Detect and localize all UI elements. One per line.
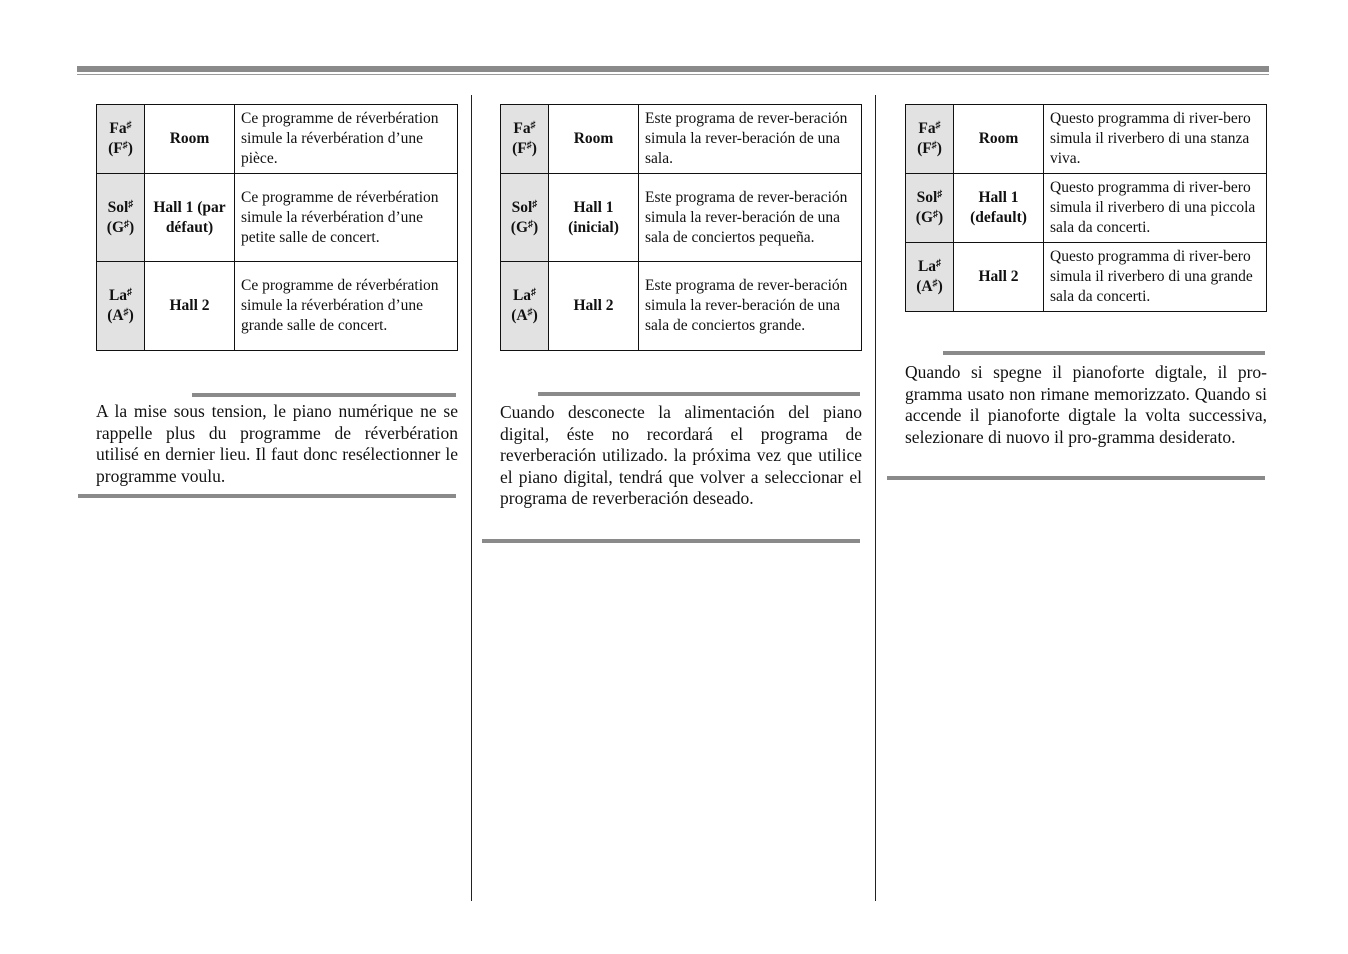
program-description: Ce programme de réverbération simule la réverbération d’une grande salle de concert. bbox=[235, 262, 458, 351]
table-row bbox=[501, 174, 862, 262]
key-cell: Fa♯ (F♯) bbox=[97, 105, 145, 174]
note-rule-bottom bbox=[887, 476, 1265, 480]
column-spanish bbox=[500, 104, 862, 351]
program-name: Room bbox=[549, 105, 639, 174]
program-description: Ce programme de réverbération simule la réverbération d’une petite salle de concert. bbox=[235, 174, 458, 262]
key-cell: Sol♯ (G♯) bbox=[97, 174, 145, 262]
key-cell: Sol♯ (G♯) bbox=[501, 174, 549, 262]
column-divider bbox=[875, 95, 876, 901]
program-name: Hall 1 (inicial) bbox=[549, 174, 639, 262]
table-row bbox=[97, 262, 458, 351]
program-name: Room bbox=[145, 105, 235, 174]
note-rule-top bbox=[943, 351, 1265, 355]
key-cell: La♯ (A♯) bbox=[906, 243, 954, 312]
program-name: Hall 2 bbox=[954, 243, 1044, 312]
note-rule-top bbox=[538, 392, 860, 396]
program-description: Ce programme de réverbération simule la réverbération d’une pièce. bbox=[235, 105, 458, 174]
memory-note: A la mise sous tension, le piano numérique ne se rappelle plus du programme de réverbération utilisé en dernier lieu. Il faut donc resélectionner le programme voulu. bbox=[96, 401, 458, 486]
column-french bbox=[96, 104, 458, 351]
memory-note: Cuando desconecte la alimentación del piano digital, éste no recordará el programa de reverberación utilizado. la próxima vez que utilice el piano digital, tendrá que volver a seleccionar el programa de reverberación deseado. bbox=[500, 402, 862, 508]
program-description: Este programa de rever-beración simula la rever-beración de una sala. bbox=[639, 105, 862, 174]
table-row bbox=[501, 262, 862, 351]
column-divider bbox=[471, 95, 472, 901]
program-description: Questo programma di river-bero simula il riverbero di una stanza viva. bbox=[1044, 105, 1267, 174]
reverb-table bbox=[500, 104, 862, 351]
reverb-table bbox=[905, 104, 1267, 312]
program-name: Hall 1 (par défaut) bbox=[145, 174, 235, 262]
table-row bbox=[906, 243, 1267, 312]
column-italian bbox=[905, 104, 1267, 312]
header-rule bbox=[77, 66, 1269, 72]
note-rule-bottom bbox=[482, 539, 860, 543]
program-description: Questo programma di river-bero simula il riverbero di una grande sala da concerti. bbox=[1044, 243, 1267, 312]
program-description: Este programa de rever-beración simula la rever-beración de una sala de conciertos grande. bbox=[639, 262, 862, 351]
program-name: Hall 2 bbox=[145, 262, 235, 351]
reverb-table bbox=[96, 104, 458, 351]
key-cell: Sol♯ (G♯) bbox=[906, 174, 954, 243]
program-name: Hall 1 (default) bbox=[954, 174, 1044, 243]
note-rule-bottom bbox=[78, 494, 456, 498]
table-row bbox=[97, 105, 458, 174]
note-rule-top bbox=[192, 393, 456, 397]
program-name: Hall 2 bbox=[549, 262, 639, 351]
header-rule-thin bbox=[77, 74, 1269, 75]
key-cell: Fa♯ (F♯) bbox=[501, 105, 549, 174]
table-row bbox=[906, 105, 1267, 174]
key-cell: La♯ (A♯) bbox=[501, 262, 549, 351]
program-description: Questo programma di river-bero simula il riverbero di una piccola sala da concerti. bbox=[1044, 174, 1267, 243]
key-cell: La♯ (A♯) bbox=[97, 262, 145, 351]
table-row bbox=[906, 174, 1267, 243]
program-name: Room bbox=[954, 105, 1044, 174]
program-description: Este programa de rever-beración simula la rever-beración de una sala de conciertos pequeña. bbox=[639, 174, 862, 262]
table-row bbox=[501, 105, 862, 174]
table-row bbox=[97, 174, 458, 262]
memory-note: Quando si spegne il pianoforte digtale, il pro-gramma usato non rimane memorizzato. Quando si accende il pianoforte digtale la volta successiva, selezionare di nuovo il pro-gramma desiderato. bbox=[905, 362, 1267, 447]
key-cell: Fa♯ (F♯) bbox=[906, 105, 954, 174]
